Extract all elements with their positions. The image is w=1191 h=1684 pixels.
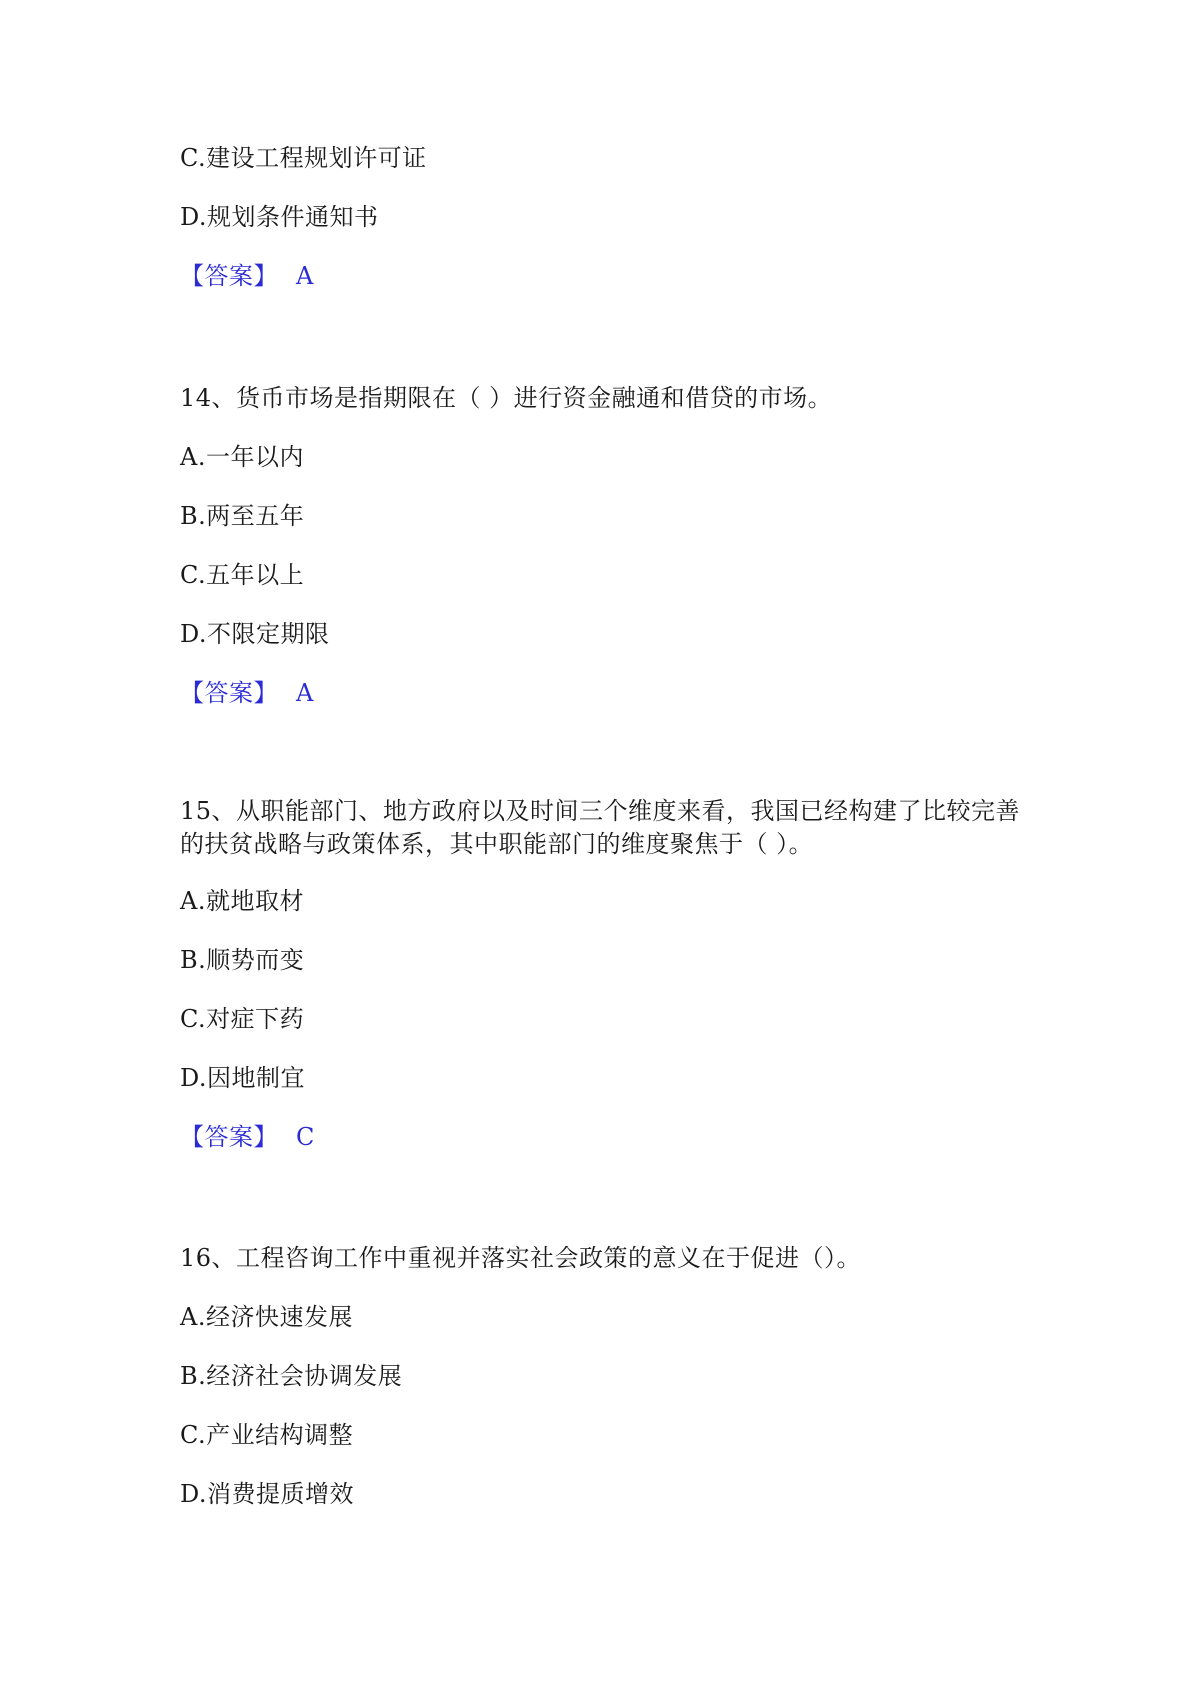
q14-option-d: D.不限定期限	[180, 620, 330, 648]
q14-option-b: B.两至五年	[180, 502, 305, 530]
q13-option-d: D.规划条件通知书	[180, 203, 379, 231]
q16-option-d: D.消费提质增效	[180, 1480, 355, 1508]
q14-answer-label: 【答案】	[180, 679, 278, 707]
q13-answer-value: A	[296, 262, 314, 290]
q16-stem: 16、工程咨询工作中重视并落实社会政策的意义在于促进（）。	[180, 1244, 862, 1272]
q14-stem: 14、货币市场是指期限在（ ）进行资金融通和借贷的市场。	[180, 384, 833, 412]
q14-option-c: C.五年以上	[180, 561, 305, 589]
q15-option-d: D.因地制宜	[180, 1064, 306, 1092]
q14-option-a: A.一年以内	[180, 443, 304, 471]
q15-option-c: C.对症下药	[180, 1005, 305, 1033]
q14-answer-value: A	[296, 679, 314, 707]
q15-option-b: B.顺势而变	[180, 946, 305, 974]
q13-option-c: C.建设工程规划许可证	[180, 144, 427, 172]
q13-answer-label: 【答案】	[180, 262, 278, 290]
q14-answer	[180, 675, 1020, 711]
q16-option-c: C.产业结构调整	[180, 1421, 354, 1449]
q15-answer-label: 【答案】	[180, 1123, 278, 1151]
q15-option-a: A.就地取材	[180, 887, 304, 915]
q16-option-a: A.经济快速发展	[180, 1303, 353, 1331]
q15-stem-line-1: 15、从职能部门、地方政府以及时间三个维度来看，我国已经构建了比较完善	[180, 797, 1021, 825]
q15-answer-value: C	[296, 1123, 315, 1151]
q15-stem-line-2: 的扶贫战略与政策体系，其中职能部门的维度聚焦于（ ）。	[180, 830, 814, 858]
q13-answer	[180, 258, 1020, 294]
q16-option-b: B.经济社会协调发展	[180, 1362, 403, 1390]
q15-answer	[180, 1119, 1020, 1155]
